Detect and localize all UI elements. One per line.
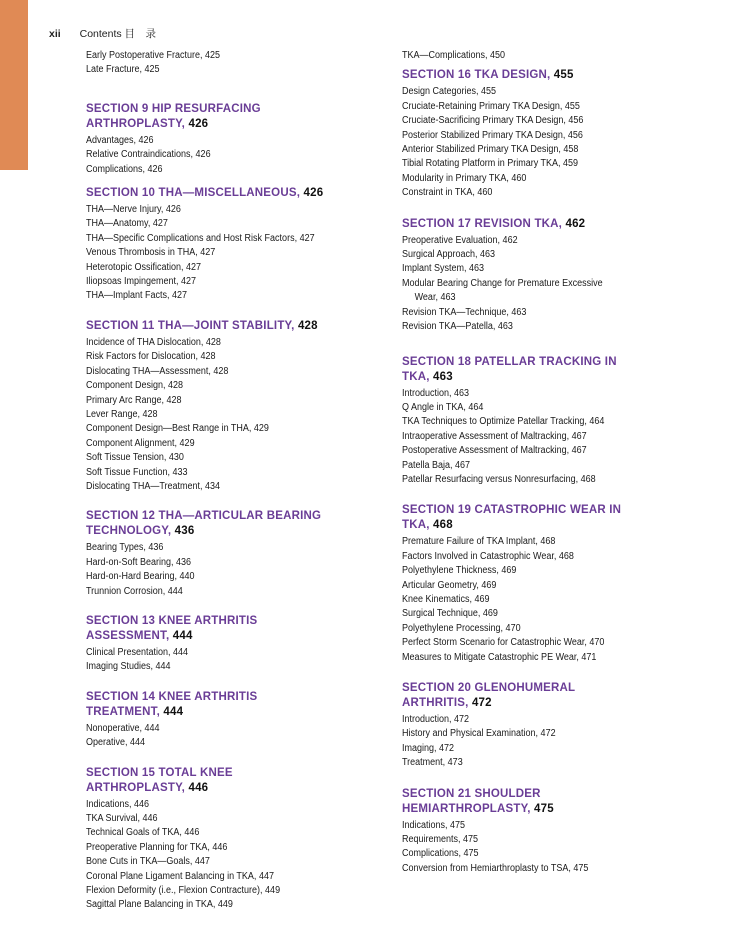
toc-entry[interactable]: Component Alignment, 429 (86, 437, 195, 449)
toc-entry[interactable]: Bearing Types, 436 (86, 542, 164, 554)
toc-entry[interactable]: Patella Baja, 467 (402, 459, 471, 471)
toc-entry[interactable]: THA—Implant Facts, 427 (86, 290, 188, 302)
section-heading[interactable] (402, 787, 577, 817)
toc-entry[interactable]: THA—Specific Complications and Host Risk Factors, 427 (86, 232, 315, 244)
toc-entry[interactable]: Requirements, 475 (402, 834, 479, 846)
toc-entry[interactable]: Clinical Presentation, 444 (86, 646, 189, 658)
section-title: SECTION 12 THA—ARTICULAR BEARING TECHNOLOGY, (86, 510, 322, 538)
toc-entry[interactable]: THA—Anatomy, 427 (86, 218, 168, 230)
toc-entry[interactable]: Introduction, 472 (402, 714, 470, 725)
section-page: 455 (553, 69, 574, 82)
toc-entry[interactable]: Lever Range, 428 (86, 408, 158, 420)
toc-entry[interactable]: Component Design—Best Range in THA, 429 (86, 423, 269, 435)
toc-entry[interactable]: Indications, 446 (86, 798, 150, 810)
toc-entry[interactable]: Soft Tissue Function, 433 (86, 466, 188, 478)
toc-entry[interactable]: Hard-on-Soft Bearing, 436 (86, 556, 192, 568)
section-page: 468 (433, 519, 453, 532)
toc-entry[interactable]: Introduction, 463 (402, 387, 470, 399)
section-title: SECTION 13 KNEE ARTHRITIS ASSESSMENT, (86, 614, 258, 642)
section-title: SECTION 16 TKA DESIGN, (402, 69, 551, 82)
toc-entry[interactable]: Iliopsoas Impingement, 427 (86, 276, 197, 288)
toc-entry-continuation[interactable]: Wear, 463 (414, 292, 456, 304)
section-title: SECTION 20 GLENOHUMERAL ARTHRITIS, (402, 682, 576, 709)
header-title: Contents 目 录 (79, 28, 157, 40)
toc-entry[interactable]: Surgical Technique, 469 (402, 608, 498, 620)
section-heading[interactable] (402, 503, 637, 533)
section-heading[interactable] (86, 102, 301, 132)
toc-entry[interactable]: Primary Arc Range, 428 (86, 394, 182, 406)
section-title: SECTION 21 SHOULDER HEMIARTHROPLASTY, (402, 787, 541, 815)
toc-entry[interactable]: Polyethylene Thickness, 469 (402, 565, 517, 577)
toc-entry[interactable]: Risk Factors for Dislocation, 428 (86, 351, 216, 363)
toc-entry[interactable]: Polyethylene Processing, 470 (402, 622, 521, 634)
toc-entry[interactable]: Knee Kinematics, 469 (402, 593, 490, 605)
section-heading[interactable] (402, 68, 702, 83)
toc-entry[interactable]: TKA Techniques to Optimize Patellar Tracking, 464 (402, 416, 605, 428)
section-heading[interactable] (86, 690, 291, 720)
toc-entry[interactable]: Component Design, 428 (86, 380, 184, 392)
toc-entry[interactable]: TKA—Complications, 450 (402, 50, 506, 61)
section-heading[interactable] (86, 509, 356, 539)
toc-entry[interactable]: Imaging, 472 (402, 742, 455, 754)
toc-entry[interactable]: Tibial Rotating Platform in Primary TKA, 459 (402, 158, 579, 170)
toc-entry[interactable]: Heterotopic Ossification, 427 (86, 261, 202, 273)
toc-entry[interactable]: TKA Survival, 446 (86, 813, 158, 824)
toc-entry[interactable]: Preoperative Evaluation, 462 (402, 234, 518, 246)
toc-entry[interactable]: Factors Involved in Catastrophic Wear, 468 (402, 550, 574, 562)
section-title: SECTION 19 CATASTROPHIC WEAR IN TKA, (402, 504, 622, 532)
section-title: SECTION 18 PATELLAR TRACKING IN TKA, (402, 355, 617, 383)
toc-entry[interactable]: Indications, 475 (402, 819, 466, 831)
toc-entry[interactable]: Advantages, 426 (86, 134, 154, 146)
section-page: 426 (303, 187, 324, 200)
section-page: 446 (188, 781, 209, 794)
section-title: SECTION 17 REVISION TKA, (402, 217, 563, 230)
section-title: SECTION 15 TOTAL KNEE ARTHROPLASTY, (86, 766, 233, 794)
toc-entry[interactable]: Sagittal Plane Balancing in TKA, 449 (86, 899, 233, 911)
toc-entry[interactable]: Nonoperative, 444 (86, 722, 160, 734)
toc-entry[interactable]: Constraint in TKA, 460 (402, 187, 493, 199)
toc-right-column (402, 49, 702, 876)
section-page: 472 (471, 697, 492, 709)
section-heading[interactable] (86, 614, 291, 644)
toc-entry[interactable]: Bone Cuts in TKA—Goals, 447 (86, 856, 210, 868)
toc-entry[interactable]: Design Categories, 455 (402, 86, 497, 98)
section-page: 475 (534, 802, 554, 815)
toc-entry[interactable]: Surgical Approach, 463 (402, 249, 496, 261)
toc-entry[interactable]: Preoperative Planning for TKA, 446 (86, 841, 228, 853)
section-heading[interactable] (86, 766, 276, 796)
toc-left-column (86, 49, 386, 913)
toc-entry[interactable]: Dislocating THA—Assessment, 428 (86, 365, 229, 377)
page-number: xii (49, 28, 61, 40)
section-page: 426 (188, 117, 209, 130)
toc-entry[interactable]: Complications, 475 (402, 848, 479, 860)
section-page: 444 (163, 705, 184, 718)
toc-entry[interactable]: Treatment, 473 (402, 757, 463, 769)
section-heading[interactable] (86, 319, 386, 334)
toc-entry[interactable]: Operative, 444 (86, 737, 146, 749)
toc-entry[interactable]: Conversion from Hemiarthroplasty to TSA, 475 (402, 862, 589, 874)
section-page: 444 (172, 629, 193, 642)
section-title: SECTION 9 HIP RESURFACING ARTHROPLASTY, (86, 102, 261, 130)
toc-entry[interactable]: Cruciate-Retaining Primary TKA Design, 455 (402, 100, 580, 112)
toc-entry[interactable]: Venous Thrombosis in THA, 427 (86, 247, 216, 259)
section-heading[interactable] (402, 681, 607, 711)
chapter-tab-marker (0, 0, 28, 170)
section-page: 436 (174, 525, 195, 538)
toc-entry[interactable]: Soft Tissue Tension, 430 (86, 452, 184, 464)
section-title: SECTION 14 KNEE ARTHRITIS TREATMENT, (86, 690, 258, 718)
toc-entry[interactable]: Implant System, 463 (402, 263, 485, 275)
toc-entry[interactable]: THA—Nerve Injury, 426 (86, 204, 181, 216)
toc-entry[interactable]: Modular Bearing Change for Premature Excessive (402, 277, 603, 289)
section-page: 428 (297, 319, 318, 332)
toc-entry[interactable]: Revision TKA—Patella, 463 (402, 321, 513, 333)
toc-entry[interactable]: Revision TKA—Technique, 463 (402, 306, 527, 318)
toc-entry[interactable]: Patellar Resurfacing versus Nonresurfacing, 468 (402, 473, 596, 485)
toc-entry[interactable]: Complications, 426 (86, 163, 163, 175)
toc-entry[interactable]: Intraoperative Assessment of Maltracking, 467 (402, 430, 587, 442)
section-title: SECTION 11 THA—JOINT STABILITY, (86, 319, 295, 332)
section-heading[interactable] (86, 186, 386, 201)
toc-entry[interactable]: Premature Failure of TKA Implant, 468 (402, 536, 556, 548)
toc-entry[interactable]: Perfect Storm Scenario for Catastrophic Wear, 470 (402, 637, 605, 649)
toc-entry[interactable]: Modularity in Primary TKA, 460 (402, 172, 527, 184)
toc-entry[interactable]: Imaging Studies, 444 (86, 661, 171, 673)
section-page: 462 (565, 217, 586, 230)
section-heading[interactable] (402, 355, 627, 385)
section-page: 463 (433, 370, 453, 383)
section-title: SECTION 10 THA—MISCELLANEOUS, (86, 187, 301, 200)
section-heading[interactable] (402, 217, 702, 232)
toc-entry[interactable]: Anterior Stabilized Primary TKA Design, 458 (402, 144, 579, 156)
page-header (49, 26, 156, 41)
toc-entry[interactable]: Incidence of THA Dislocation, 428 (86, 336, 221, 348)
toc-entry[interactable]: Late Fracture, 425 (86, 64, 160, 76)
toc-entry[interactable]: Postoperative Assessment of Maltracking, 467 (402, 445, 587, 457)
toc-entry[interactable]: Cruciate-Sacrificing Primary TKA Design, 456 (402, 115, 584, 127)
toc-entry[interactable]: Measures to Mitigate Catastrophic PE Wear, 471 (402, 651, 597, 663)
toc-entry[interactable]: Coronal Plane Ligament Balancing in TKA, 447 (86, 870, 274, 882)
toc-entry[interactable]: Technical Goals of TKA, 446 (86, 827, 200, 839)
toc-entry[interactable]: Q Angle in TKA, 464 (402, 401, 484, 413)
toc-entry[interactable]: Flexion Deformity (i.e., Flexion Contracture), 449 (86, 885, 281, 897)
toc-entry[interactable]: Hard-on-Hard Bearing, 440 (86, 571, 195, 583)
toc-entry[interactable]: History and Physical Examination, 472 (402, 728, 556, 740)
toc-entry[interactable]: Articular Geometry, 469 (402, 579, 497, 591)
toc-entry[interactable]: Posterior Stabilized Primary TKA Design, 456 (402, 129, 583, 141)
toc-entry[interactable]: Dislocating THA—Treatment, 434 (86, 480, 221, 492)
toc-entry[interactable]: Trunnion Corrosion, 444 (86, 585, 183, 597)
toc-entry[interactable]: Early Postoperative Fracture, 425 (86, 50, 221, 61)
toc-entry[interactable]: Relative Contraindications, 426 (86, 149, 211, 161)
